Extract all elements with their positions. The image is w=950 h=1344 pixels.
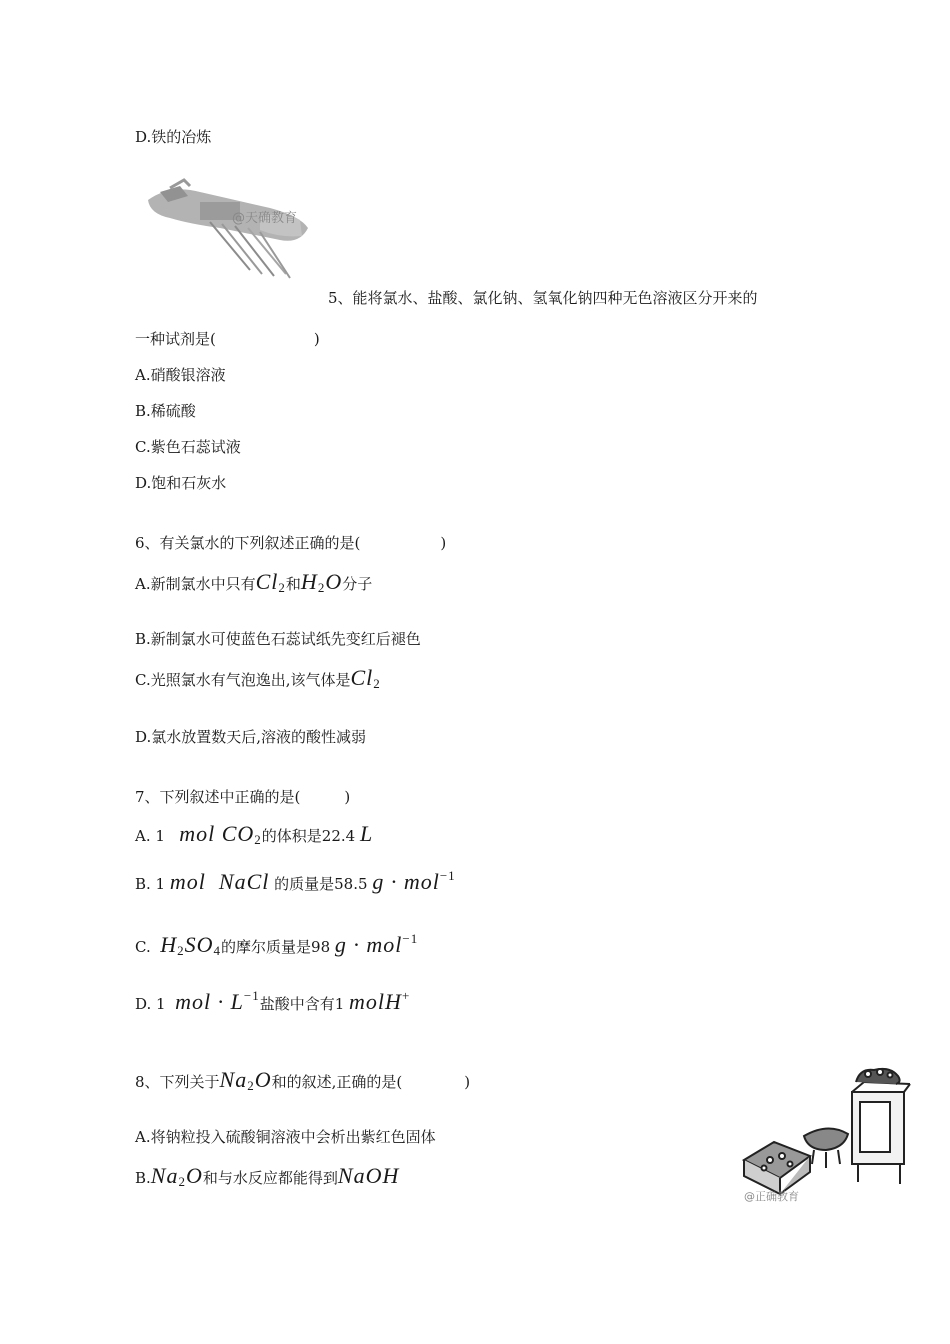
formula-naoh: NaOH — [337, 1163, 400, 1188]
q8-option-a: A.将钠粒投入硫酸铜溶液中会析出紫红色固体 — [135, 1128, 436, 1146]
q4-option-d: D.铁的冶炼 — [135, 128, 212, 146]
q7-option-d: D. 1 mol · $L^{-1}$盐酸中含有1 molH+ — [135, 988, 411, 1014]
unit-liter: L — [359, 821, 374, 846]
q6-option-c: C.光照氯水有气泡逸出,该气体是$Cl_2$ — [135, 665, 381, 691]
q8-stem: 8、下列关于$Na_2O$和的叙述,正确的是( ) — [135, 1067, 471, 1093]
q7-option-b: B. 1 mol NaCl 的质量是58.5 g · mol$^{-1}$ — [135, 868, 456, 894]
q8-option-b: $B.Na_2O$和与水反应都能得到NaOH — [135, 1163, 400, 1189]
q5-option-c: C.紫色石蕊试液 — [135, 438, 241, 456]
q7-option-a: A. 1 mol $CO_2$的体积是22.4 L — [135, 821, 374, 847]
q6-option-a: A.新制氯水中只有$Cl_2$和$H_2O$分子 — [135, 569, 373, 595]
formula-na2o: $Na_2O$ — [150, 1163, 203, 1189]
furnace-watermark: @天确教育 — [232, 211, 298, 226]
q5-stem-text: 一种试剂是( — [135, 330, 216, 348]
formula-cl2: $Cl_2$ — [255, 569, 286, 595]
formula-cl2: $Cl_2$ — [350, 665, 381, 691]
formula-h2so4: $H_2SO_4$ — [160, 932, 222, 958]
q7-stem: 7、下列叙述中正确的是( ) — [135, 788, 351, 806]
unit-mol-per-liter: mol · $L^{-1}$ — [175, 988, 260, 1014]
q6-stem: 6、有关氯水的下列叙述正确的是( ) — [135, 534, 447, 552]
formula-mol-co2: mol $CO_2$ — [179, 821, 262, 847]
furnace-drawing — [148, 180, 308, 278]
formula-mol-nacl: mol NaCl — [169, 869, 270, 894]
q5-stem-line2: 一种试剂是( ) — [135, 330, 320, 348]
unit-g-per-mol: g · mol$^{-1}$ — [334, 931, 419, 957]
lab-apparatus-image — [740, 1064, 920, 1204]
iron-smelting-image — [140, 178, 320, 288]
lab-watermark: @正确教育 — [744, 1190, 799, 1203]
q5-option-d: D.饱和石灰水 — [135, 474, 227, 492]
q7-option-c: C. $H_2SO_4$的摩尔质量是98 g · mol$^{-1}$ — [135, 931, 419, 958]
q5-stem-line1: 5、能将氯水、盐酸、氯化钠、氢氧化钠四种无色溶液区分开来的 — [328, 289, 758, 307]
q6-option-d: D.氯水放置数天后,溶液的酸性减弱 — [135, 728, 367, 746]
formula-na2o: $Na_2O$ — [219, 1067, 272, 1093]
q6-option-b: B.新制氯水可使蓝色石蕊试纸先变红后褪色 — [135, 630, 421, 648]
q5-option-a: A.硝酸银溶液 — [135, 366, 226, 384]
formula-mol-h-plus: molH+ — [349, 988, 411, 1014]
formula-h2o: $H_2O$ — [300, 569, 343, 595]
q5-option-b: B.稀硫酸 — [135, 402, 196, 420]
unit-g-per-mol: g · mol$^{-1}$ — [372, 868, 456, 894]
apparatus-drawing — [744, 1069, 910, 1194]
